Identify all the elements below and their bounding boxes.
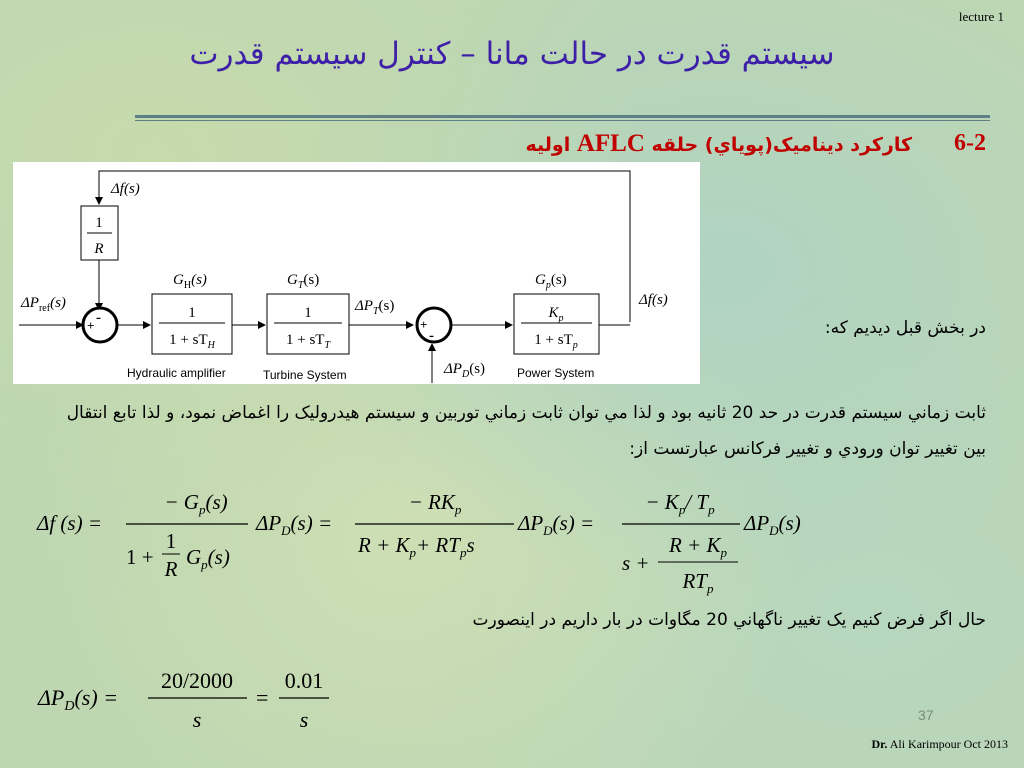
eq1-f3-numerator: − $K_p/$ $T_p$ <box>645 490 715 517</box>
eq1-f1-den-prefix: 1 + <box>126 545 154 569</box>
eq1-f3-den-prefix: s + <box>622 551 650 575</box>
author-footer <box>871 737 1008 752</box>
eq1-lhs: Δf (s) = <box>37 511 102 535</box>
author-prefix: Dr. <box>871 737 888 751</box>
gp-numerator: $K_p$ <box>548 305 564 324</box>
caption-hydraulic: Hydraulic amplifier <box>127 366 226 380</box>
author-name: Ali Karimpour Oct 2013 <box>889 737 1008 751</box>
title-divider-thin <box>135 120 990 121</box>
paragraph-load-step: حال اگر فرض كنيم يک تغيير ناگهاني 20 مگاوات در بار داريم در اينصورت <box>472 610 986 630</box>
paragraph-previous-section: در بخش قبل ديديم كه: <box>824 318 986 338</box>
gp-denominator: $1 + sT_p$ <box>534 332 578 351</box>
eq2-f2-numerator: 0.01 <box>284 668 324 693</box>
sum2-minus-sign: - <box>429 328 434 344</box>
pd-label: $\Delta P_D(s)$ <box>444 361 486 380</box>
output-label: Δf(s) <box>639 292 668 308</box>
ref-input-label: $\Delta P_{ref}(s)$ <box>21 295 66 314</box>
eq2-f1-denominator: s <box>192 707 202 732</box>
eq1-f2-denominator: $R + K_p+ RT_ps$ <box>358 533 475 560</box>
slide-title: سیستم قدرت در حالت مانا – کنترل سیستم قدرت <box>189 36 835 72</box>
eq2-equals: = <box>256 685 269 710</box>
eq1-f3-inner-denominator: $RT_p$ <box>682 569 714 596</box>
eq1-f3-inner-numerator: $R + K_p$ <box>668 533 728 560</box>
eq2-f1-numerator: 20/2000 <box>160 668 234 693</box>
feedback-label: Δf(s) <box>111 181 140 197</box>
page-number: 37 <box>918 707 934 723</box>
eq1-f1-numerator: − $G_p(s)$ <box>164 490 228 517</box>
gh-denominator: $1 + sT_H$ <box>169 332 215 351</box>
sum1-plus-sign: + <box>87 318 95 333</box>
eq1-f1-inner-denominator: R <box>164 557 178 581</box>
caption-turbine: Turbine System <box>263 368 347 382</box>
caption-power: Power System <box>517 366 595 380</box>
sum2-plus-sign: + <box>420 317 428 332</box>
eq1-multiplier-1: $\Delta P_D(s)$ = <box>256 511 333 538</box>
gp-label: $G_p(s)$ <box>535 272 567 291</box>
eq1-multiplier-3: $\Delta P_D(s)$ <box>744 511 801 538</box>
gt-label: $G_T(s)$ <box>287 272 320 291</box>
section-title <box>526 130 913 158</box>
gh-numerator: 1 <box>188 305 196 321</box>
sum1-minus-sign: - <box>96 310 101 326</box>
equation-load-step <box>0 660 400 740</box>
gain-denominator: R <box>94 241 104 257</box>
pt-label: $\Delta P_T(s)$ <box>355 298 395 317</box>
eq2-lhs: $\Delta P_D(s)$ = <box>38 685 119 714</box>
title-divider <box>135 115 990 118</box>
lecture-label: lecture 1 <box>958 9 1004 24</box>
gt-denominator: $1 + sT_T$ <box>285 332 331 351</box>
eq1-f1-inner-numerator: 1 <box>165 529 177 553</box>
paragraph-time-constant: ثابت زماني سيستم قدرت در حد 20 ثانيه بود و لذا مي توان ثابت زماني توربين و سيستم هيدروليک را اغماض نمود، و لذا تابع انتقال بين تغيير توان ورودي و تغيير فركانس عبارتست از: <box>66 403 986 459</box>
eq1-f2-numerator: − $RK_p$ <box>408 490 462 517</box>
gain-numerator: 1 <box>95 215 103 231</box>
eq2-f2-denominator: s <box>299 707 309 732</box>
gh-label: $G_H(s)$ <box>173 272 207 291</box>
section-title-latin: AFLC <box>576 130 645 157</box>
eq1-multiplier-2: $\Delta P_D(s)$ = <box>518 511 595 538</box>
section-title-after: اوليه <box>525 134 577 156</box>
equation-transfer-function <box>0 480 1024 610</box>
eq1-f1-den-g: $G_p(s)$ <box>186 545 230 572</box>
section-number: 6-2 <box>954 130 986 156</box>
block-diagram <box>13 162 700 384</box>
gt-numerator: 1 <box>304 305 312 321</box>
section-title-before: كاركرد ديناميک(پوياي) حلقه <box>644 134 912 156</box>
